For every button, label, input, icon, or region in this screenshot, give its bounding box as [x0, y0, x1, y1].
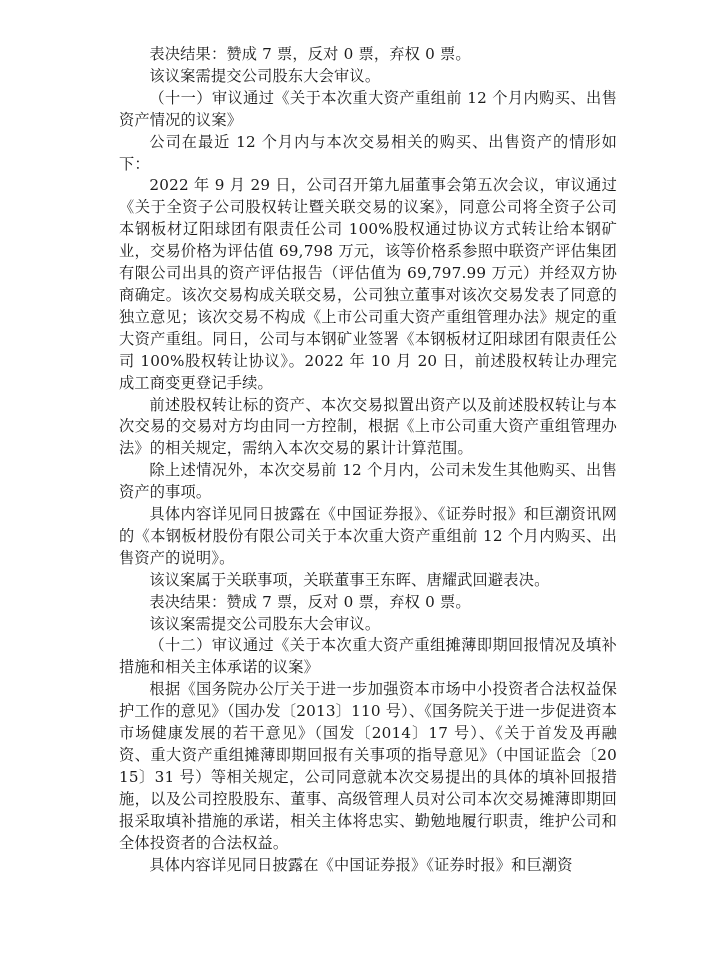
related-party-paragraph: 该议案属于关联事项，关联董事王东晖、唐耀武回避表决。 — [149, 570, 550, 589]
motion-heading-11: （十一）审议通过《关于本次重大资产重组前 12 个月内购买、出售资产情况的议案》 — [119, 88, 617, 129]
body-paragraph: 根据《国务院办公厅关于进一步加强资本市场中小投资者合法权益保护工作的意见》（国办发〔2013〕110 号）、《国务院关于进一步促进资本市场健康发展的若干意见》（国发〔2014〕17 号）、《关于首发及再融资、重大资产重组摊薄即期回报有关事项的指导意见》（中国证监会〔2015〕31 号）等相关规定，公司同意就本次交易提出的具体的填补回报措施，以及公司控股股东、董事、高级管理人员对公司本次交易摊薄即期回报采取填补措施的承诺，相关主体将忠实、勤勉地履行职责，维护公司和全体投资者的合法权益。 — [119, 680, 617, 852]
shareholder-meeting-paragraph: 该议案需提交公司股东大会审议。 — [149, 614, 381, 633]
body-paragraph: 公司在最近 12 个月内与本次交易相关的购买、出售资产的情形如下： — [119, 132, 617, 173]
vote-result-paragraph: 表决结果：赞成 7 票，反对 0 票，弃权 0 票。 — [149, 592, 471, 611]
shareholder-meeting-paragraph: 该议案需提交公司股东大会审议。 — [149, 66, 381, 85]
document-body — [119, 44, 617, 876]
body-paragraph: 具体内容详见同日披露在《中国证券报》、《证券时报》和巨潮资讯网的《本钢板材股份有限公司关于本次重大资产重组前 12 个月内购买、出售资产的说明》。 — [119, 505, 617, 567]
motion-heading-12: （十二）审议通过《关于本次重大资产重组摊薄即期回报情况及填补措施和相关主体承诺的议案》 — [119, 636, 617, 677]
body-paragraph: 2022 年 9 月 29 日，公司召开第九届董事会第五次会议，审议通过《关于全资子公司股权转让暨关联交易的议案》，同意公司将全资子公司本钢板材辽阳球团有限责任公司 100%股权通过协议方式转让给本钢矿业，交易价格为评估值 69,798 万元，该等价格系参照中联资产评估集团有限公司出具的资产评估报告（评估值为 69,797.99 万元）并经双方协商确定。该次交易构成关联交易，公司独立董事对该次交易发表了同意的独立意见；该次交易不构成《上市公司重大资产重组管理办法》规定的重大资产重组。同日，公司与本钢矿业签署《本钢板材辽阳球团有限责任公司 100%股权转让协议》。2022 年 10 月 20 日，前述股权转让办理完成工商变更登记手续。 — [119, 176, 617, 392]
body-paragraph: 除上述情况外，本次交易前 12 个月内，公司未发生其他购买、出售资产的事项。 — [119, 461, 617, 502]
vote-result-paragraph: 表决结果：赞成 7 票，反对 0 票，弃权 0 票。 — [149, 45, 471, 63]
body-paragraph: 具体内容详见同日披露在《中国证券报》《证券时报》和巨潮资 — [149, 855, 573, 874]
body-paragraph: 前述股权转让标的资产、本次交易拟置出资产以及前述股权转让与本次交易的交易对方均由同一方控制，根据《上市公司重大资产重组管理办法》的相关规定，需纳入本次交易的累计计算范围。 — [119, 395, 617, 458]
